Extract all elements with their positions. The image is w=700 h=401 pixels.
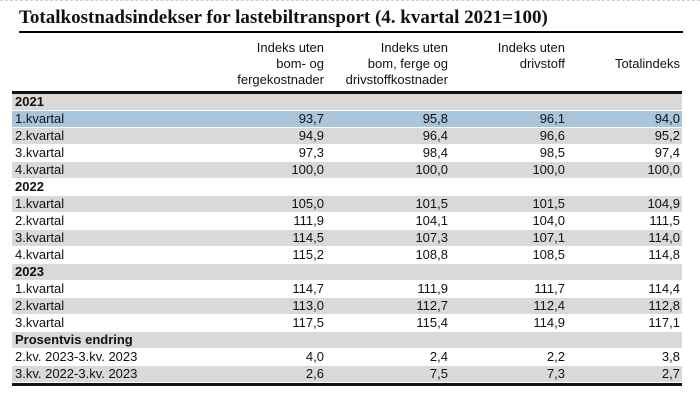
value-cell: 105,0 [291, 196, 324, 211]
column-header-line: fergekostnader [237, 72, 324, 87]
value-cell: 108,8 [415, 247, 448, 262]
section-header-row [12, 332, 682, 348]
section-label: 2023 [15, 264, 44, 279]
column-header-line: Indeks uten [380, 40, 448, 55]
value-cell: 2,4 [429, 349, 448, 364]
column-header-line: drivstoff [519, 56, 565, 71]
value-cell: 111,7 [534, 281, 565, 296]
section-label: 2021 [15, 94, 44, 109]
value-cell: 2,2 [546, 349, 565, 364]
value-cell: 113,0 [292, 298, 324, 313]
header-empty-cell [12, 40, 202, 88]
column-header-line: bom, ferge og [367, 56, 448, 71]
value-cell: 95,8 [422, 111, 448, 126]
table-row [12, 281, 682, 297]
table-row [12, 247, 682, 263]
value-cell: 94,9 [298, 128, 324, 143]
column-header-line: bom- og [276, 56, 324, 71]
value-cell: 107,3 [415, 230, 448, 245]
column-header [202, 40, 325, 88]
column-header-line: Totalindeks [614, 56, 680, 71]
value-cell: 111,5 [649, 213, 680, 228]
section-header-row [12, 179, 682, 195]
value-cell: 97,4 [654, 145, 680, 160]
value-cell: 114,0 [648, 230, 680, 245]
value-cell: 104,0 [532, 213, 565, 228]
section-header-row [12, 94, 682, 110]
table-row [12, 196, 682, 212]
row-label: 3.kv. 2022-3.kv. 2023 [15, 366, 138, 381]
row-label: 4.kvartal [15, 247, 65, 262]
table-row [12, 111, 682, 127]
table-row [12, 298, 682, 314]
value-cell: 95,2 [654, 128, 680, 143]
value-cell: 4,0 [305, 349, 324, 364]
page-title: Totalkostnadsindekser for lastebiltransport (4. kvartal 2021=100) [19, 6, 683, 33]
value-cell: 114,4 [648, 281, 680, 296]
value-cell: 112,7 [416, 298, 448, 313]
table-body [12, 94, 682, 386]
value-cell: 2,7 [661, 366, 680, 381]
value-cell: 7,5 [429, 366, 448, 381]
row-label: 2.kvartal [15, 213, 65, 228]
row-label: 1.kvartal [15, 281, 65, 296]
value-cell: 111,9 [293, 213, 324, 228]
value-cell: 104,1 [415, 213, 448, 228]
row-label: 2.kvartal [15, 298, 65, 313]
table-row [12, 230, 682, 246]
value-cell: 115,4 [416, 315, 448, 330]
value-cell: 97,3 [298, 145, 324, 160]
value-cell: 117,1 [648, 315, 680, 330]
value-cell: 112,4 [533, 298, 565, 313]
table-row [12, 145, 682, 161]
section-label: Prosentvis endring [15, 332, 133, 347]
table-row [12, 213, 682, 229]
value-cell: 98,4 [422, 145, 448, 160]
value-cell: 96,6 [539, 128, 565, 143]
value-cell: 101,5 [532, 196, 565, 211]
row-label: 4.kvartal [15, 162, 65, 177]
value-cell: 114,7 [292, 281, 324, 296]
section-label: 2022 [15, 179, 44, 194]
value-cell: 107,1 [532, 230, 565, 245]
value-cell: 114,8 [648, 247, 680, 262]
row-label: 3.kvartal [15, 315, 65, 330]
row-label: 3.kvartal [15, 230, 65, 245]
row-label: 1.kvartal [15, 196, 65, 211]
table-row [12, 162, 682, 178]
cost-index-table [12, 33, 682, 386]
column-header-line: Indeks uten [256, 40, 324, 55]
column-header [325, 40, 449, 88]
value-cell: 93,7 [298, 111, 324, 126]
column-header [566, 40, 681, 88]
table-row [12, 366, 682, 382]
value-cell: 114,9 [533, 315, 565, 330]
value-cell: 104,9 [647, 196, 680, 211]
value-cell: 100,0 [415, 162, 448, 177]
section-header-row [12, 264, 682, 280]
value-cell: 96,4 [422, 128, 448, 143]
table-row [12, 128, 682, 144]
value-cell: 2,6 [305, 366, 324, 381]
table-header-row [12, 33, 682, 94]
value-cell: 100,0 [647, 162, 680, 177]
value-cell: 117,5 [292, 315, 324, 330]
value-cell: 7,3 [546, 366, 565, 381]
value-cell: 115,2 [292, 247, 324, 262]
column-header [449, 40, 566, 88]
column-header-line: Indeks uten [497, 40, 565, 55]
value-cell: 98,5 [539, 145, 565, 160]
row-label: 3.kvartal [15, 145, 65, 160]
row-label: 2.kvartal [15, 128, 65, 143]
value-cell: 108,5 [532, 247, 565, 262]
value-cell: 112,8 [648, 298, 680, 313]
table-row [12, 315, 682, 331]
row-label: 1.kvartal [15, 111, 65, 126]
value-cell: 96,1 [539, 111, 565, 126]
value-cell: 101,5 [415, 196, 448, 211]
value-cell: 3,8 [661, 349, 680, 364]
table-row [12, 349, 682, 365]
value-cell: 94,0 [654, 111, 680, 126]
value-cell: 111,9 [417, 281, 448, 296]
value-cell: 114,5 [292, 230, 324, 245]
row-label: 2.kv. 2023-3.kv. 2023 [15, 349, 138, 364]
column-header-line: drivstoffkostnader [345, 72, 448, 87]
value-cell: 100,0 [532, 162, 565, 177]
value-cell: 100,0 [291, 162, 324, 177]
